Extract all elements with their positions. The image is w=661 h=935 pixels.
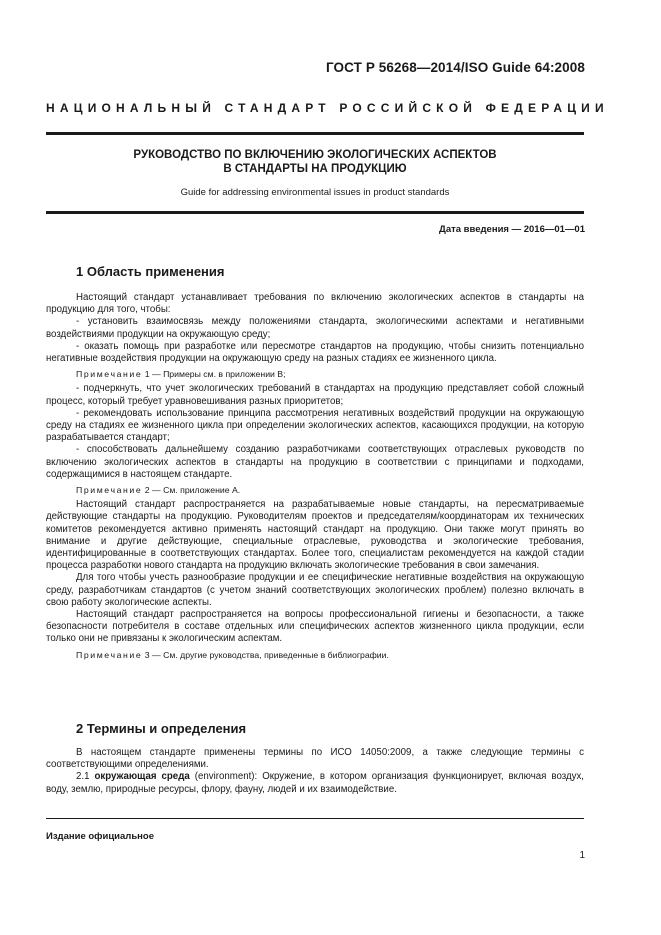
note-text: 2 — См. приложение А. — [144, 485, 241, 496]
paragraph: Настоящий стандарт распространяется на вопросы профессиональной гигиены и безопасности, а также безопасности потребителя в составе отдельных или специфических аспектов жизненного цикла продукции, если только они не привязаны к экологическим аспектам. — [46, 609, 584, 645]
section-2-body — [46, 747, 584, 796]
note-2 — [46, 484, 584, 496]
note-text: 3 — См. другие руководства, приведенные в библиографии. — [144, 649, 389, 660]
note-text: 1 — Примеры см. в приложении В; — [144, 369, 286, 380]
note-label: Примечание — [76, 369, 143, 380]
title-rule — [46, 211, 584, 214]
note-1 — [46, 368, 584, 380]
note-3 — [46, 649, 584, 661]
top-rule — [46, 132, 584, 135]
note-label: Примечание — [76, 485, 143, 496]
paragraph: - подчеркнуть, что учет экологических требований в стандартах на продукцию представляет собой сложный процесс, который требует уравновешивания разных приоритетов; — [46, 383, 584, 407]
standard-number: ГОСТ Р 56268—2014/ISO Guide 64:2008 — [325, 60, 585, 75]
page-number: 1 — [579, 850, 585, 861]
document-title — [46, 148, 584, 176]
paragraph: - рекомендовать использование принципа рассмотрения негативных воздействий продукции на окружающую среду на стадиях ее жизненного цикла при определении экологических аспектов, касающихся продукции, на которую разрабатывается стандарт; — [46, 407, 584, 444]
footer-rule — [46, 818, 584, 819]
term-definition — [46, 771, 584, 795]
document-subtitle: Guide for addressing environmental issues in product standards — [180, 187, 450, 198]
title-line-2: В СТАНДАРТЫ НА ПРОДУКЦИЮ — [223, 163, 407, 175]
paragraph: - установить взаимосвязь между положениями стандарта, экологическими аспектами и негативными воздействиями продукции на окружающую среду; — [46, 316, 584, 340]
term: окружающая среда — [94, 771, 190, 783]
paragraph: Настоящий стандарт распространяется на разрабатываемые новые стандарты, на пересматриваемые действующие стандарты на продукцию. Руководителям проектов и председателям/координаторам их технических комитетов рекомендуется активно применять настоящий стандарт на продукцию. Они также могут принять во внимание и другие действующие, специальные отраслевые, руководства и экологические требования, идентифицированные в соответствующих стандартах. Более того, специалистам рекомендуется на каждой стадии процесса разработки нового стандарта на продукцию включать экологические требования в свои замечания. — [46, 499, 584, 572]
term-text: (environment): Окружение, в котором организация функционирует, включая воздух, воду, землю, природные ресурсы, флору, фауну, людей и их взаимодействие. — [46, 771, 584, 795]
paragraph: - оказать помощь при разработке или пересмотре стандартов на продукцию, чтобы снизить потенциально негативные воздействия продукции на окружающую среду на разных стадиях ее жизненного цикла. — [46, 340, 584, 365]
title-line-1: РУКОВОДСТВО ПО ВКЛЮЧЕНИЮ ЭКОЛОГИЧЕСКИХ АСПЕКТОВ — [133, 149, 497, 161]
paragraph: Настоящий стандарт устанавливает требования по включению экологических аспектов в стандарты на продукцию для того, чтобы: — [46, 292, 584, 316]
paragraph: В настоящем стандарте применены термины по ИСО 14050:2009, а также следующие термины с соответствующими определениями. — [46, 747, 584, 771]
edition-label: Издание официальное — [46, 831, 154, 842]
term-number: 2.1 — [76, 771, 90, 783]
section-1-body — [46, 292, 584, 664]
national-standard-banner: НАЦИОНАЛЬНЫЙ СТАНДАРТ РОССИЙСКОЙ ФЕДЕРАЦИИ — [46, 101, 609, 115]
paragraph: Для того чтобы учесть разнообразие продукции и ее специфические негативные воздействия на окружающую среду, разработчикам стандартов (с учетом знаний соответствующих экологических проблем) полезно включать в свою работу экологические аспекты. — [46, 572, 584, 608]
section-1-heading: 1 Область применения — [76, 264, 225, 279]
note-label: Примечание — [76, 649, 143, 660]
introduction-date: Дата введения — 2016—01—01 — [439, 224, 585, 235]
paragraph: - способствовать дальнейшему созданию разработчиками соответствующих отраслевых руководств по включению экологических аспектов в стандарты на продукцию в соответствии с принципами и подходами, содержащимися в настоящем стандарте. — [46, 444, 584, 480]
section-2-heading: 2 Термины и определения — [76, 721, 247, 736]
